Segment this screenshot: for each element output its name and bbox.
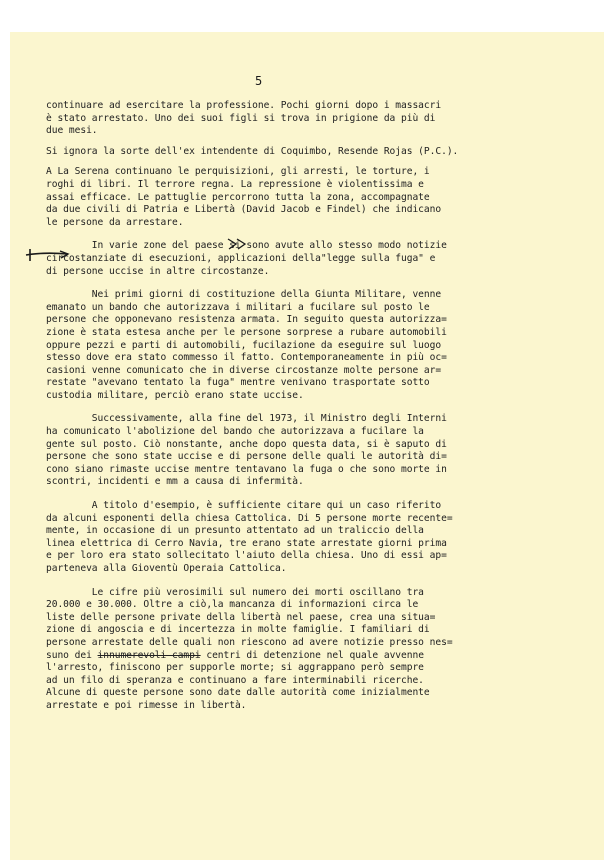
text-line: continuare ad esercitare la professione. Pochi giorni dopo i massacri bbox=[46, 100, 442, 111]
text-line: di persone uccise in altre circostanze. bbox=[46, 265, 270, 277]
text-line: le persone da arrestare. bbox=[46, 216, 184, 228]
text-line: scontri, incidenti e mm a causa di infermità. bbox=[46, 476, 304, 488]
text-line: A La Serena continuano le perquisizioni, gli arresti, le torture, i bbox=[46, 166, 430, 178]
paragraph-gap bbox=[46, 229, 594, 240]
text-line: restate "avevano tentato la fuga" mentre venivano trasportate sotto bbox=[46, 377, 430, 389]
text-line: mente, in occasione di un presunto attentato ad un traliccio della bbox=[46, 525, 424, 537]
paragraph bbox=[46, 587, 594, 713]
text-line: Nei primi giorni di costituzione della Giunta Militare, venne bbox=[46, 289, 442, 301]
text-line: oppure pezzi e parti di automobili, fucilazione da eseguire sul luogo bbox=[46, 339, 442, 351]
text-line: liste delle persone private della libertà nel paese, crea una situa= bbox=[46, 611, 436, 623]
text-line: A titolo d'esempio, è sufficiente citare qui un caso riferito bbox=[46, 500, 442, 512]
text-line: casioni venne comunicato che in diverse circostanze molte persone ar= bbox=[46, 364, 442, 376]
struck-text: innumerevoli campi bbox=[97, 649, 201, 661]
text-line: Successivamente, alla fine del 1973, il Ministro degli Interni bbox=[46, 413, 447, 425]
text-line: e per loro era stato sollecitato l'aiuto della chiesa. Uno di essi ap= bbox=[46, 550, 447, 562]
text-line: assai efficace. Le pattuglie percorrono tutta la zona, accompagnate bbox=[46, 191, 430, 203]
text-line: linea elettrica di Cerro Navia, tre erano state arrestate giorni prima bbox=[46, 537, 447, 549]
paragraph bbox=[46, 500, 594, 576]
paragraph-gap bbox=[46, 158, 594, 166]
text-line: zione di angoscia e di incertezza in molte famiglie. I familiari di bbox=[46, 624, 430, 636]
paragraph-gap bbox=[46, 278, 594, 289]
text-line: persone che sono state uccise e di persone delle quali le autorità di= bbox=[46, 451, 447, 463]
text-line: due mesi. bbox=[46, 125, 98, 137]
paragraph-gap bbox=[46, 576, 594, 587]
text-line: In varie zone del paese si sono avute allo stesso modo notizie bbox=[46, 240, 447, 252]
text-line: emanato un bando che autorizzava i militari a fucilare sul posto le bbox=[46, 301, 430, 313]
text-line: roghi di libri. Il terrore regna. La repressione è violentissima e bbox=[46, 178, 424, 190]
paragraph bbox=[46, 413, 594, 489]
paragraph-gap bbox=[46, 402, 594, 413]
text-line: stesso dove era stato commesso il fatto. Contemporaneamente in più oc= bbox=[46, 352, 447, 364]
text-line: 20.000 e 30.000. Oltre a ciò,la mancanza di informazioni circa le bbox=[46, 599, 419, 611]
text-line: Le cifre più verosimili sul numero dei morti oscillano tra bbox=[46, 586, 424, 598]
text-line: Si ignora la sorte dell'ex intendente di Coquimbo, Resende Rojas (P.C.). bbox=[46, 145, 459, 157]
paragraph bbox=[46, 289, 594, 402]
text-line: arrestate e poi rimesse in libertà. bbox=[46, 699, 247, 711]
paragraph-gap bbox=[46, 489, 594, 500]
page-number: 5 bbox=[255, 74, 263, 88]
text-line: persone arrestate delle quali non riescono ad avere notizie presso nes= bbox=[46, 636, 453, 648]
text-line: ha comunicato l'abolizione del bando che autorizzava a fucilare la bbox=[46, 426, 424, 438]
text-line: l'arresto, finiscono per supporle morte; si aggrappano però sempre bbox=[46, 662, 424, 674]
text-line: circostanziate di esecuzioni, applicazioni della"legge sulla fuga" e bbox=[46, 252, 436, 264]
document-body bbox=[46, 100, 594, 713]
paragraph-gap bbox=[46, 138, 594, 146]
paragraph bbox=[46, 100, 594, 138]
text-line: zione è stata estesa anche per le persone sorprese a rubare automobili bbox=[46, 326, 447, 338]
paragraph bbox=[46, 240, 594, 278]
text-line: custodia militare, perciò erano state uccise. bbox=[46, 389, 304, 401]
text-line: parteneva alla Gioventù Operaia Cattolica. bbox=[46, 563, 287, 574]
paragraph bbox=[46, 166, 594, 229]
text-line: Alcune di queste persone sono date dalle autorità come inizialmente bbox=[46, 687, 430, 699]
text-line: da alcuni esponenti della chiesa Cattolica. Di 5 persone morte recente= bbox=[46, 512, 453, 524]
text-line: cono siano rimaste uccise mentre tentavano la fuga o che sono morte in bbox=[46, 463, 447, 475]
text-line: persone che opponevano resistenza armata. In seguito questa autorizza= bbox=[46, 314, 447, 326]
text-line: è stato arrestato. Uno dei suoi figli si trova in prigione da più di bbox=[46, 112, 436, 124]
paragraph bbox=[46, 146, 594, 159]
text-line: gente sul posto. Ciò nonstante, anche dopo questa data, si è saputo di bbox=[46, 438, 447, 450]
text-line: ad un filo di speranza e continuano a fare interminabili ricerche. bbox=[46, 674, 424, 686]
text-line: suno dei innumerevoli campi centri di detenzione nel quale avvenne bbox=[46, 649, 424, 661]
text-line: da due civili di Patria e Libertà (David Jacob e Findel) che indicano bbox=[46, 204, 442, 216]
